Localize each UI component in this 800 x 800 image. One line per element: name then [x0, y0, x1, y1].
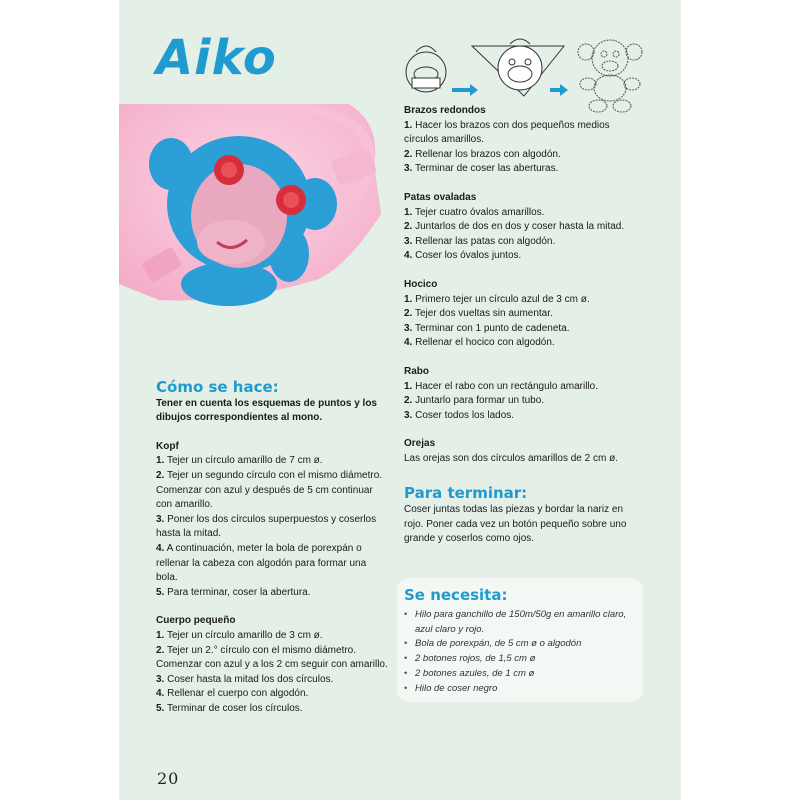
intro-text: Tener en cuenta los esquemas de puntos y los dibujos correspondientes al mono.: [156, 397, 377, 424]
step: 5. Para terminar, coser la abertura.: [156, 586, 311, 598]
steps-list: [404, 119, 640, 177]
section-title: Rabo: [404, 365, 429, 377]
section-brazos: [404, 104, 640, 177]
step: 1. Hacer el rabo con un rectángulo amarillo.: [404, 380, 599, 392]
section-title: Cuerpo pequeño: [156, 615, 236, 627]
step: 1. Tejer un círculo amarillo de 3 cm ø.: [156, 629, 323, 641]
steps-list: [156, 629, 388, 717]
section-heading: Para terminar:: [404, 484, 528, 503]
section-hocico: [404, 278, 640, 351]
section-title: Hocico: [404, 278, 438, 290]
step: 3. Coser hasta la mitad los dos círculos.: [156, 673, 334, 685]
step: 5. Terminar de coser los círculos.: [156, 702, 303, 714]
materials-box: [397, 578, 643, 702]
section-patas: [404, 191, 640, 264]
step: 3. Terminar con 1 punto de cadeneta.: [404, 322, 570, 334]
step: 3. Terminar de coser las aberturas.: [404, 163, 559, 175]
pattern-title: Aiko: [156, 30, 277, 86]
section-title: Patas ovaladas: [404, 191, 477, 203]
step: 4. A continuación, meter la bola de porexpán o rellenar la cabeza con algodón para formar una bola.: [156, 542, 367, 584]
step: 4. Rellenar el cuerpo con algodón.: [156, 688, 309, 700]
materials-list: [403, 608, 639, 696]
monkey-photo: [119, 104, 381, 306]
materials-item: • 2 botones azules, de 1 cm ø: [403, 667, 639, 682]
finish-text: Coser juntas todas las piezas y bordar la nariz en rojo. Poner cada vez un botón pequeño sobre uno grande y coserlos como ojos.: [404, 504, 627, 545]
section-title: Orejas: [404, 438, 436, 450]
section-orejas: [404, 437, 640, 466]
step: 2. Juntarlos de dos en dos y coser hasta la mitad.: [404, 221, 625, 233]
orejas-text: Las orejas son dos círculos amarillos de 2 cm ø.: [404, 452, 618, 464]
materials-item: • 2 botones rojos, de 1,5 cm ø: [403, 652, 639, 667]
instructions-left-column: [156, 380, 388, 730]
step: 4. Rellenar el hocico con algodón.: [404, 337, 555, 349]
step: 4. Coser los óvalos juntos.: [404, 250, 522, 262]
step: 3. Poner los dos círculos superpuestos y coserlos hasta la mitad.: [156, 513, 377, 540]
step: 1. Primero tejer un círculo azul de 3 cm ø.: [404, 293, 590, 305]
section-cuerpo: [156, 614, 388, 716]
materials-item: • Hilo para ganchillo de 150m/50g en amarillo claro, azul claro y rojo.: [403, 608, 639, 637]
step: 2. Rellenar los brazos con algodón.: [404, 148, 561, 160]
section-rabo: [404, 365, 640, 423]
step: 2. Tejer un 2.° círculo con el mismo diámetro. Comenzar con azul y a los 2 cm seguir con amarillo.: [156, 644, 388, 671]
materials-item: • Hilo de coser negro: [403, 682, 639, 697]
section-finish: [404, 486, 640, 546]
materials-item: • Bola de porexpán, de 5 cm ø o algodón: [403, 637, 639, 652]
steps-list: [404, 206, 640, 264]
page-number: 20: [157, 769, 180, 788]
section-kopf: [156, 440, 388, 601]
section-title: Kopf: [156, 440, 179, 452]
diagram-head-step2: [472, 39, 564, 96]
section-title: Brazos redondos: [404, 105, 486, 116]
step: 1. Hacer los brazos con dos pequeños medios círculos amarillos.: [404, 119, 610, 146]
section-heading: Cómo se hace:: [156, 378, 279, 396]
step: 2. Tejer un segundo círculo con el mismo diámetro. Comenzar con azul y después de 5 cm continuar con amarillo.: [156, 469, 383, 511]
step: 2. Juntarlo para formar un tubo.: [404, 395, 545, 407]
step: 1. Tejer cuatro óvalos amarillos.: [404, 206, 545, 218]
step: 2. Tejer dos vueltas sin aumentar.: [404, 308, 553, 320]
arrow-icon: [452, 84, 478, 96]
steps-list: [404, 380, 640, 424]
instructions-right-column: [404, 104, 640, 547]
diagram-head-step1: [406, 46, 446, 92]
step: 3. Rellenar las patas con algodón.: [404, 235, 556, 247]
steps-list: [404, 293, 640, 351]
arrow-icon: [550, 84, 568, 96]
step: 3. Coser todos los lados.: [404, 409, 515, 421]
diagram-monkey-assembled: [578, 40, 642, 112]
materials-heading: Se necesita:: [404, 586, 508, 604]
step: 1. Tejer un círculo amarillo de 7 cm ø.: [156, 455, 323, 467]
steps-list: [156, 454, 388, 600]
